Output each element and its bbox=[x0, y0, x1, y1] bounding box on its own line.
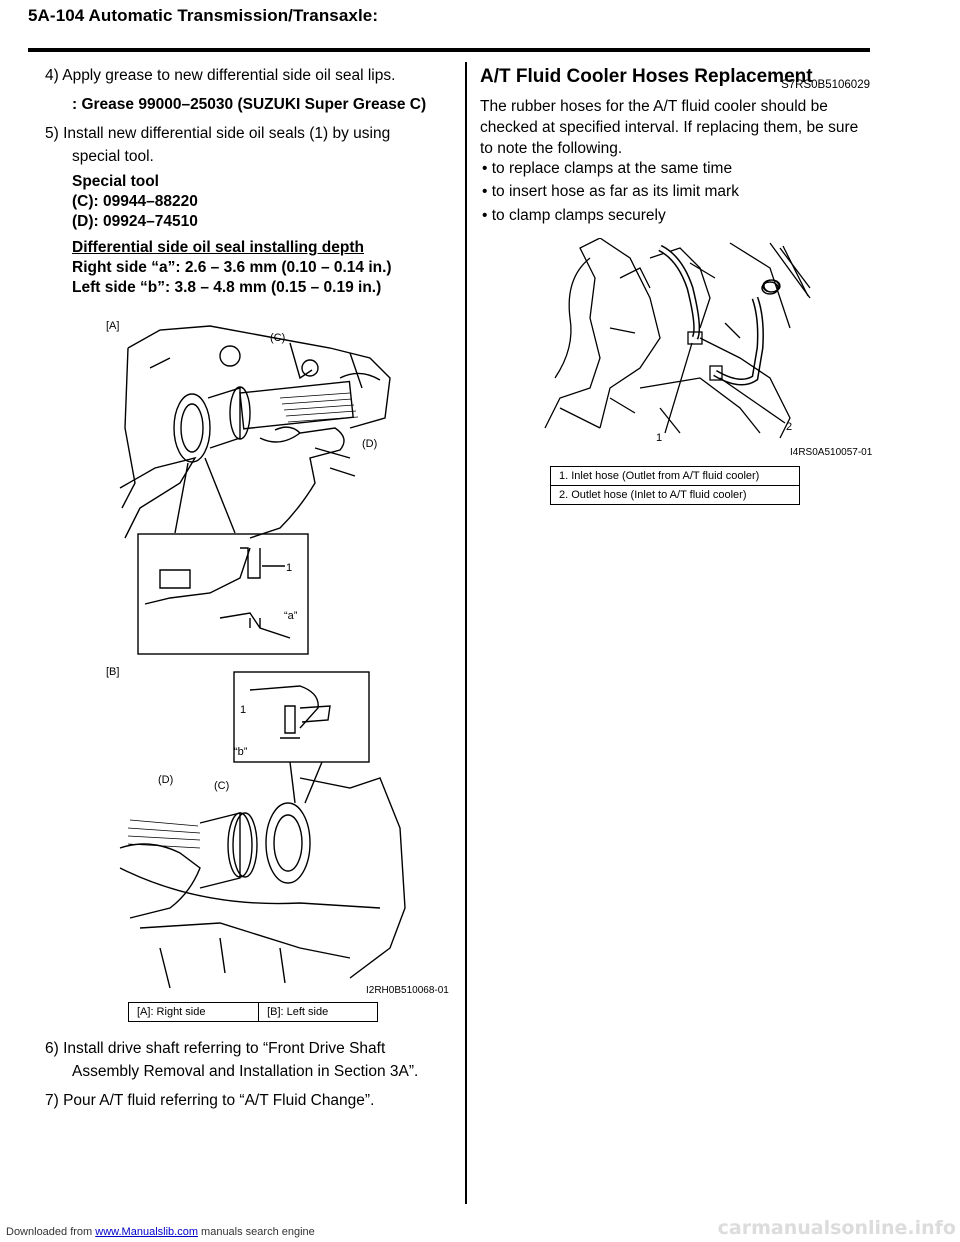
legend-cell-right-side: [A]: Right side bbox=[129, 1003, 259, 1022]
footer-prefix: Downloaded from bbox=[6, 1226, 96, 1238]
fig-label-b: [B] bbox=[106, 666, 120, 678]
intro-line3: to note the following. bbox=[480, 140, 623, 157]
header-rule bbox=[28, 48, 870, 52]
special-tool-d: (D): 09924–74510 bbox=[72, 213, 198, 230]
depth-title: Differential side oil seal installing depth bbox=[72, 239, 364, 256]
step-7: 7) Pour A/T fluid referring to “A/T Fluid Change”. bbox=[45, 1092, 375, 1109]
fig-label-c-upper: (C) bbox=[270, 332, 286, 344]
step-5-line1: 5) Install new differential side oil seals (1) by using bbox=[45, 125, 391, 142]
fig-label-c-lower: (C) bbox=[214, 780, 230, 792]
section-code: S7RS0B5106029 bbox=[781, 79, 870, 91]
fig-label-1-upper: 1 bbox=[286, 562, 293, 574]
grease-spec: : Grease 99000–25030 (SUZUKI Super Grease C) bbox=[72, 96, 427, 113]
section-heading: A/T Fluid Cooler Hoses Replacement bbox=[480, 66, 813, 87]
oil-seal-installation-figure bbox=[100, 308, 452, 998]
depth-left: Left side “b”: 3.8 – 4.8 mm (0.15 – 0.19 in.) bbox=[72, 279, 382, 296]
step-6-line1: 6) Install drive shaft referring to “Front Drive Shaft bbox=[45, 1040, 386, 1057]
figure-code-left: I2RH0B510068-01 bbox=[366, 985, 449, 996]
watermark: carmanualsonline.info bbox=[717, 1217, 956, 1239]
cooler-hoses-illustration bbox=[540, 238, 870, 443]
cooler-hoses-figure bbox=[540, 238, 870, 443]
intro-line2: checked at specified interval. If replacing them, be sure bbox=[480, 119, 859, 136]
fig-label-2: 2 bbox=[786, 421, 793, 433]
step-4: 4) Apply grease to new differential side oil seal lips. bbox=[45, 67, 396, 84]
column-divider bbox=[465, 62, 467, 1204]
depth-right: Right side “a”: 2.6 – 3.6 mm (0.10 – 0.14 in.) bbox=[72, 259, 392, 276]
fig-label-a-mark: “a” bbox=[284, 610, 298, 622]
figure-legend-right bbox=[550, 466, 800, 505]
figure-code-right: I4RS0A510057-01 bbox=[790, 447, 873, 458]
special-tool-c: (C): 09944–88220 bbox=[72, 193, 198, 210]
fig-label-d-lower: (D) bbox=[158, 774, 174, 786]
step-5-line2: special tool. bbox=[72, 148, 154, 165]
step-6-line2: Assembly Removal and Installation in Section 3A”. bbox=[72, 1063, 419, 1080]
fig-label-1: 1 bbox=[656, 432, 663, 444]
legend-row-inlet-hose: 1. Inlet hose (Outlet from A/T fluid cooler) bbox=[551, 467, 800, 486]
bullet-item: • to clamp clamps securely bbox=[482, 207, 666, 224]
manualslib-link[interactable]: www.Manualslib.com bbox=[95, 1226, 198, 1238]
fig-label-d-upper: (D) bbox=[362, 438, 378, 450]
figure-legend-left bbox=[128, 1002, 378, 1022]
bullet-item: • to insert hose as far as its limit mark bbox=[482, 183, 739, 200]
download-footer bbox=[6, 1226, 315, 1238]
fig-label-1-lower: 1 bbox=[240, 704, 247, 716]
page-header-title: 5A-104 Automatic Transmission/Transaxle: bbox=[28, 6, 379, 25]
bullet-item: • to replace clamps at the same time bbox=[482, 160, 733, 177]
special-tool-title: Special tool bbox=[72, 173, 159, 190]
footer-suffix: manuals search engine bbox=[197, 1226, 315, 1238]
oil-seal-illustration bbox=[100, 308, 452, 998]
legend-row-outlet-hose: 2. Outlet hose (Inlet to A/T fluid cooler) bbox=[551, 486, 800, 505]
fig-label-b-mark: “b” bbox=[234, 746, 248, 758]
intro-line1: The rubber hoses for the A/T fluid cooler should be bbox=[480, 98, 828, 115]
legend-cell-left-side: [B]: Left side bbox=[259, 1003, 378, 1022]
fig-label-a: [A] bbox=[106, 320, 120, 332]
